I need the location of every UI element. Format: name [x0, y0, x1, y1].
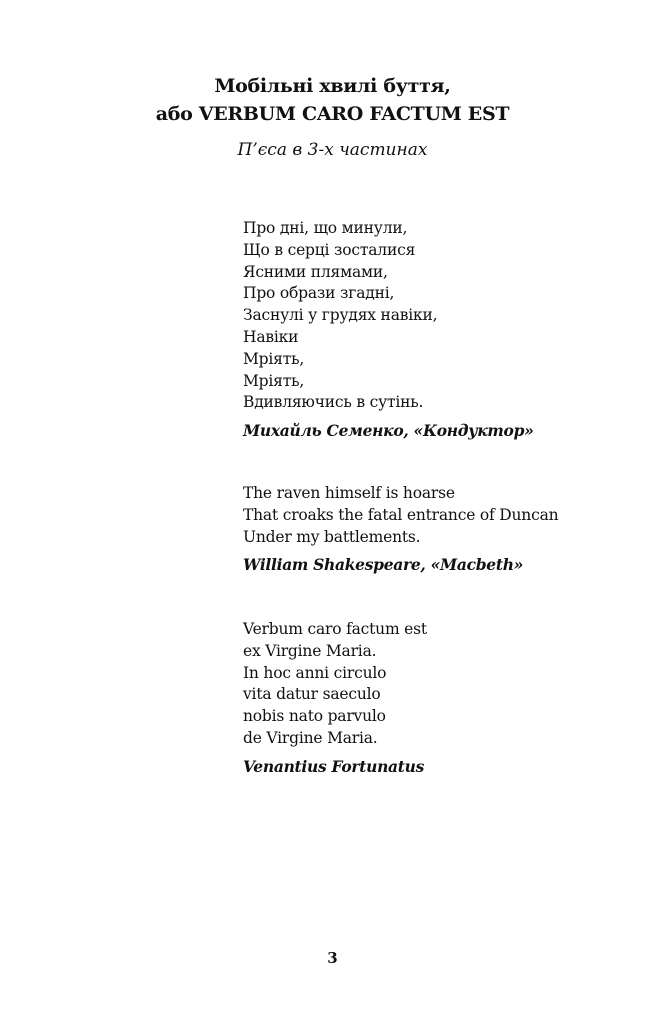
- epigraph-line: nobis nato parvulo: [243, 707, 386, 726]
- page-number: 3: [327, 949, 338, 967]
- epigraph-line: Про дні, що минули,: [243, 219, 408, 237]
- title-block: [0, 72, 665, 162]
- epigraph-line: The raven himself is hoarse: [243, 484, 455, 502]
- epigraph-line: Навіки: [243, 327, 299, 346]
- epigraph-author: William Shakespeare, «Macbeth»: [243, 555, 524, 575]
- subtitle: П’єса в 3-х частинах: [237, 140, 428, 160]
- epigraph-line: Under my battlements.: [243, 527, 421, 546]
- epigraph-semenko: [243, 218, 643, 442]
- epigraph-line: Verbum caro factum est: [243, 620, 427, 638]
- epigraph-author: Venantius Fortunatus: [243, 756, 425, 776]
- epigraph-line: In hoc anni circulo: [243, 663, 387, 682]
- epigraph-line: de Virgine Maria.: [243, 728, 378, 747]
- epigraph-line: That croaks the fatal entrance of Duncan: [243, 505, 559, 524]
- epigraph-fortunatus: [243, 619, 643, 778]
- epigraph-line: Що в серці зосталися: [243, 240, 416, 259]
- epigraph-line: Мріять,: [243, 371, 305, 390]
- epigraph-line: vita datur saeculo: [243, 685, 381, 704]
- epigraph-shakespeare: [243, 483, 643, 576]
- epigraph-line: ex Virgine Maria.: [243, 641, 377, 660]
- epigraph-line: Про образи згадні,: [243, 284, 395, 303]
- epigraph-line: Мріять,: [243, 349, 305, 368]
- title-line-1: Мобільні хвилі буття,: [214, 75, 451, 97]
- epigraph-line: Заснулі у грудях навіки,: [243, 306, 438, 325]
- epigraph-line: Вдивляючись в сутінь.: [243, 393, 424, 412]
- epigraph-author: Михайль Семенко, «Кондуктор»: [243, 421, 534, 441]
- epigraph-line: Ясними плямами,: [243, 262, 388, 281]
- title-line-2: або VERBUM CARO FACTUM EST: [155, 103, 510, 125]
